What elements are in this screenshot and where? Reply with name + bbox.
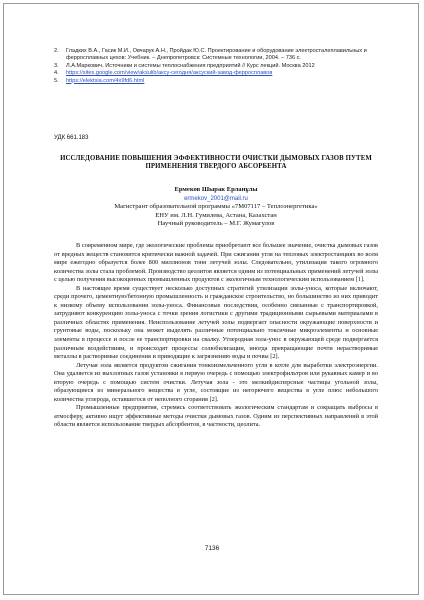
reference-list	[54, 48, 378, 85]
reference-text: Л.А.Маркович. Источники и системы теплоснабжения предприятий // Курс лекций. Москва 2012	[66, 62, 315, 69]
reference-link[interactable]: https://elektsia.com/4x9fd6.html	[66, 77, 145, 84]
body-paragraph: В современном мире, где экологические проблемы приобретают все большее значение, очистка дымовых газов от вредных веществ становится критически важной задачей. При сжигании угля на тепловых электростанциях во всем мире ежегодно образуется более 800 миллионов тонн летучей золы. Следовательно, утилизация такого огромного количества золы стала проблемой. Производство цеолитов является одним из потенциальных применений летучей золы с целью получения высокоценных промышленных продуктов с экологичным технологическим использованием [1].	[54, 242, 378, 284]
supervisor: Научный руководитель – М.Г. Жумагулов	[157, 220, 275, 228]
author-block	[54, 186, 378, 229]
body-paragraph: Промышленные предприятия, стремясь соответствовать экологическим стандартам и сокращать выбросы в атмосферу, активно ищут эффективные методы очистки дымовых газов. Одним из перспективных направлений в этой области является использование твердых абсорбентов, в частности, цеолита.	[54, 404, 378, 429]
reference-item-5	[54, 78, 378, 85]
author-name: Ермеков Шырак Ерланұлы	[174, 186, 258, 193]
reference-number: 4.	[54, 70, 59, 77]
article-body	[54, 242, 378, 430]
body-paragraph: Летучая зола является продуктом сжигания тонкоизмельченного угля в котле для выработки электроэнергии. Она удаляется из выхлопных газов установки в первую очередь с помощью электрофильтров или рукавных камер и во вторую очередь с помощью систем очистки. Летучая зола - это мелкийдисперсные частицы угольной золы, образующиеся из минерального вещества в угле, состоящие из негорючего вещества в угле плюс небольшого количества углерода, оставшегося от неполного сгорания [2].	[54, 361, 378, 403]
author-affiliation: ЕНУ им. Л.Н. Гумилева, Астана, Казахстан	[155, 211, 277, 219]
author-email-link[interactable]: ermekov_2001@mail.ru	[184, 195, 248, 202]
reference-item-4	[54, 70, 378, 77]
reference-number: 3.	[54, 62, 59, 69]
reference-number: 2.	[54, 48, 59, 54]
reference-number: 5.	[54, 77, 59, 84]
reference-link[interactable]: https://sites.google.com/view/aksulib/аксу-сегодня/аксуский-завод-ферросплавов	[66, 70, 273, 77]
reference-text: Гладких В.А., Гасик М.И., Овчарук А.Н., Пройдак Ю.С. Проектирование и оборудование электросталеплавильных и ферросплавных цехов: Учебник. – Днепропетровск: Системные технологии, 2004. – 736 с.	[66, 48, 367, 62]
reference-item-2	[54, 48, 378, 63]
page-number: 7136	[204, 545, 220, 552]
udk-code: УДК 661.183	[54, 135, 89, 141]
article-title: ИССЛЕДОВАНИЕ ПОВЫШЕНИЯ ЭФФЕКТИВНОСТИ ОЧИСТКИ ДЫМОВЫХ ГАЗОВ ПУТЕМ ПРИМЕНЕНИЯ ТВЕРДОГО АБСОРБЕНТА	[60, 155, 372, 171]
author-program: Магистрант образовательной программы «7М07117 – Теплоэнергетика»	[114, 203, 318, 211]
body-paragraph: В настоящее время существует несколько доступных стратегий утилизации золы-уноса, которые включают, среди прочего, цементную/бетонную промышленность и гражданское строительство, но большинство из них приводит к низкому объему использования золы-уноса. Финансовые последствия, особенно связанные с транспортировкой, затрудняют конкуренцию золы-уноса с точки зрения логистики с другими традиционными сырьевыми материалами в различных областях применения. Неиспользование летучей золы подвергает опасности окружающие поверхности и грунтовые воды, поскольку она может выделять различные потенциально токсичные микроэлементы и основные элементы в процессе и после ее транспортировки на свалку. Углеродная зола-унос в окружающей среде подвергается различным воздействиям, и происходят процессы солюбилизации, иногда превращающие почти нерастворимые металлы в растворимые соединения и приводящие к загрязнению воды и почвы [2].	[54, 284, 378, 361]
document-page	[3, 3, 419, 595]
